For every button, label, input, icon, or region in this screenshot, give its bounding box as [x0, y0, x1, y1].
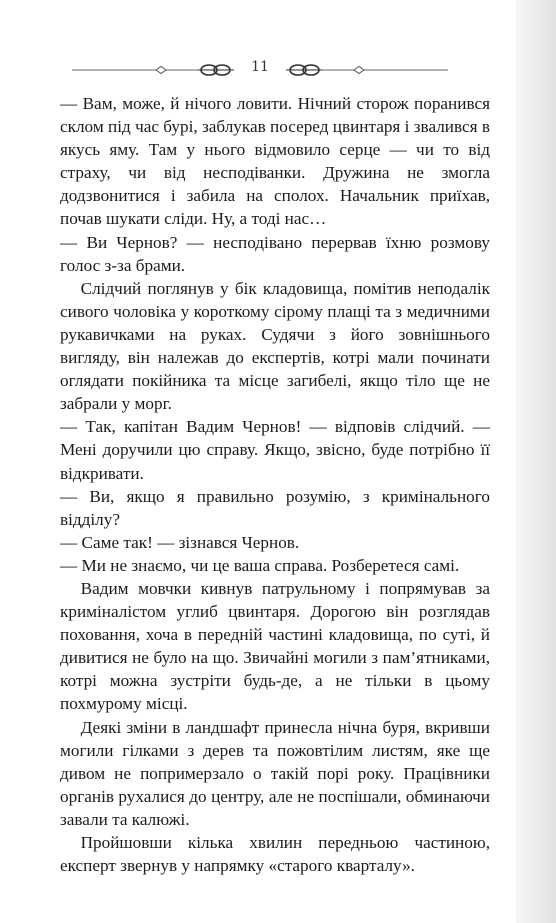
- paragraph: Деякі зміни в ландшафт принесла нічна буря, вкривши могили гілками з дерев та пожовтілим листям, яке ще дивом не попримерзало о такій порі року. Працівники органів рухалися до центру, але не поспішали, обминаючи завали та калюжі.: [60, 717, 490, 829]
- paragraph: — Саме так! — зізнався Чернов.: [60, 532, 300, 552]
- body-text: [60, 92, 490, 877]
- paragraph: — Так, капітан Вадим Чернов! — відповів слідчий. — Мені доручили цю справу. Якщо, звісно, буде потрібно її відкривати.: [60, 417, 490, 483]
- paragraph: Вадим мовчки кивнув патрульному і попрямував за криміналістом углиб цвинтаря. Дорогою він розглядав поховання, хоча в передній частині кладовища, по суті, й дивитися не було на що. Звичайні могили з пам’ятниками, котрі можна зустріти будь-де, а не тільки в цьому похмурому місці.: [60, 578, 490, 714]
- paragraph: — Ви Чернов? — несподівано перервав їхню розмову голос з-за брами.: [60, 232, 490, 275]
- paragraph: — Ви, якщо я правильно розумію, з кримінального відділу?: [60, 486, 490, 529]
- page-header: [72, 58, 448, 82]
- page-edge-shadow: [516, 0, 556, 923]
- page-number: 11: [251, 59, 269, 75]
- paragraph: — Вам, може, й нічого ловити. Нічний сторож поранився склом під час бурі, заблукав посеред цвинтаря і звалився в якусь яму. Там у нього відмовило серце — чи то від страху, чи від несподіванки. Дружина не змогла додзвонитися і забила на сполох. Начальник приїхав, почав шукати сліди. Ну, а тоді нас…: [60, 94, 490, 229]
- paragraph: Слідчий поглянув у бік кладовища, помітив неподалік сивого чоловіка у короткому сірому плащі та з медичними рукавичками на руках. Судячи з його зовнішнього вигляду, він належав до експертів, котрі мали починати оглядати покійника та місце загибелі, якщо тіло ще не забрали у морг.: [60, 278, 490, 414]
- paragraph: — Ми не знаємо, чи це ваша справа. Розберетеся самі.: [60, 555, 460, 575]
- paragraph: Пройшовши кілька хвилин передньою частиною, експерт звернув у напрямку «старого кварталу».: [60, 833, 490, 876]
